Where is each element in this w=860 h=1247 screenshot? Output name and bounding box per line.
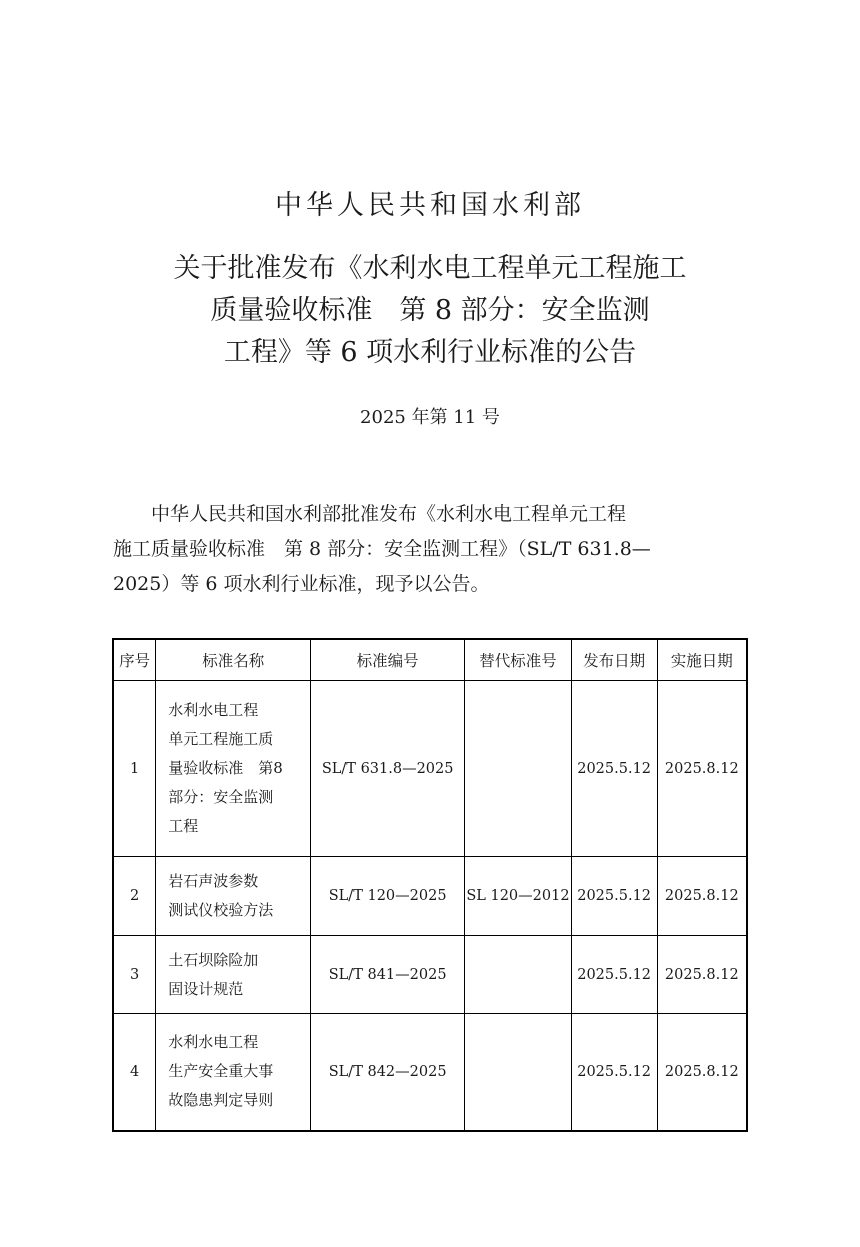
name-line: 测试仪校验方法: [168, 901, 274, 919]
cell-code: SL/T 631.8—2025: [311, 681, 465, 857]
cell-publish-date: 2025.5.12: [571, 1014, 657, 1131]
table-row: [113, 857, 747, 936]
name-line: 故隐患判定导则: [168, 1091, 274, 1110]
cell-publish-date: 2025.5.12: [571, 936, 657, 1014]
name-line: 水利水电工程: [168, 1033, 259, 1052]
header-seq: 序号: [113, 639, 156, 681]
cell-replaces: [465, 1014, 571, 1131]
title-line: 质量验收标准 第 8 部分：安全监测: [210, 295, 650, 326]
cell-effective-date: 2025.8.12: [657, 1014, 747, 1131]
name-line: 土石坝除险加: [168, 950, 259, 969]
cell-replaces: [465, 936, 571, 1014]
cell-seq: 1: [113, 681, 156, 857]
cell-code: SL/T 842—2025: [311, 1014, 465, 1131]
name-line: 量验收标准 第8: [168, 759, 283, 777]
cell-name: [156, 936, 311, 1014]
name-line: 单元工程施工质: [168, 730, 274, 748]
cell-replaces: [465, 681, 571, 857]
header-effective-date: 实施日期: [657, 639, 747, 681]
name-line: 水利水电工程: [168, 701, 259, 719]
name-line: 工程: [168, 817, 199, 835]
header-code: 标准编号: [311, 639, 465, 681]
header-publish-date: 发布日期: [571, 639, 657, 681]
standards-table: [112, 638, 748, 1132]
cell-publish-date: 2025.5.12: [571, 857, 657, 936]
name-line: 部分：安全监测: [168, 788, 274, 806]
cell-publish-date: 2025.5.12: [571, 681, 657, 857]
cell-name: [156, 681, 311, 857]
announcement-body: [113, 497, 745, 602]
cell-code: SL/T 841—2025: [311, 936, 465, 1014]
cell-name: [156, 857, 311, 936]
cell-seq: 2: [113, 857, 156, 936]
cell-seq: 4: [113, 1014, 156, 1131]
cell-name: [156, 1014, 311, 1131]
cell-replaces: SL 120—2012: [465, 857, 571, 936]
body-line: 2025）等 6 项水利行业标准，现予以公告。: [113, 573, 490, 595]
table-row: [113, 1014, 747, 1131]
cell-seq: 3: [113, 936, 156, 1014]
table-header-row: [113, 639, 747, 681]
issuing-authority: 中华人民共和国水利部: [275, 190, 585, 221]
body-line: 中华人民共和国水利部批准发布《水利水电工程单元工程: [113, 503, 627, 525]
table-row: [113, 936, 747, 1014]
table-row: [113, 681, 747, 857]
body-line: 施工质量验收标准 第 8 部分：安全监测工程》（SL/T 631.8—: [113, 538, 651, 560]
cell-code: SL/T 120—2025: [311, 857, 465, 936]
cell-effective-date: 2025.8.12: [657, 936, 747, 1014]
document-number: 2025 年第 11 号: [360, 407, 500, 428]
cell-effective-date: 2025.8.12: [657, 681, 747, 857]
name-line: 生产安全重大事: [168, 1062, 274, 1081]
header-name: 标准名称: [156, 639, 311, 681]
name-line: 固设计规范: [168, 979, 244, 998]
header-replaces: 替代标准号: [465, 639, 571, 681]
title-line: 工程》等 6 项水利行业标准的公告: [223, 337, 637, 368]
cell-effective-date: 2025.8.12: [657, 857, 747, 936]
name-line: 岩石声波参数: [168, 872, 259, 890]
announcement-title: [0, 248, 860, 374]
title-line: 关于批准发布《水利水电工程单元工程施工: [173, 253, 687, 284]
